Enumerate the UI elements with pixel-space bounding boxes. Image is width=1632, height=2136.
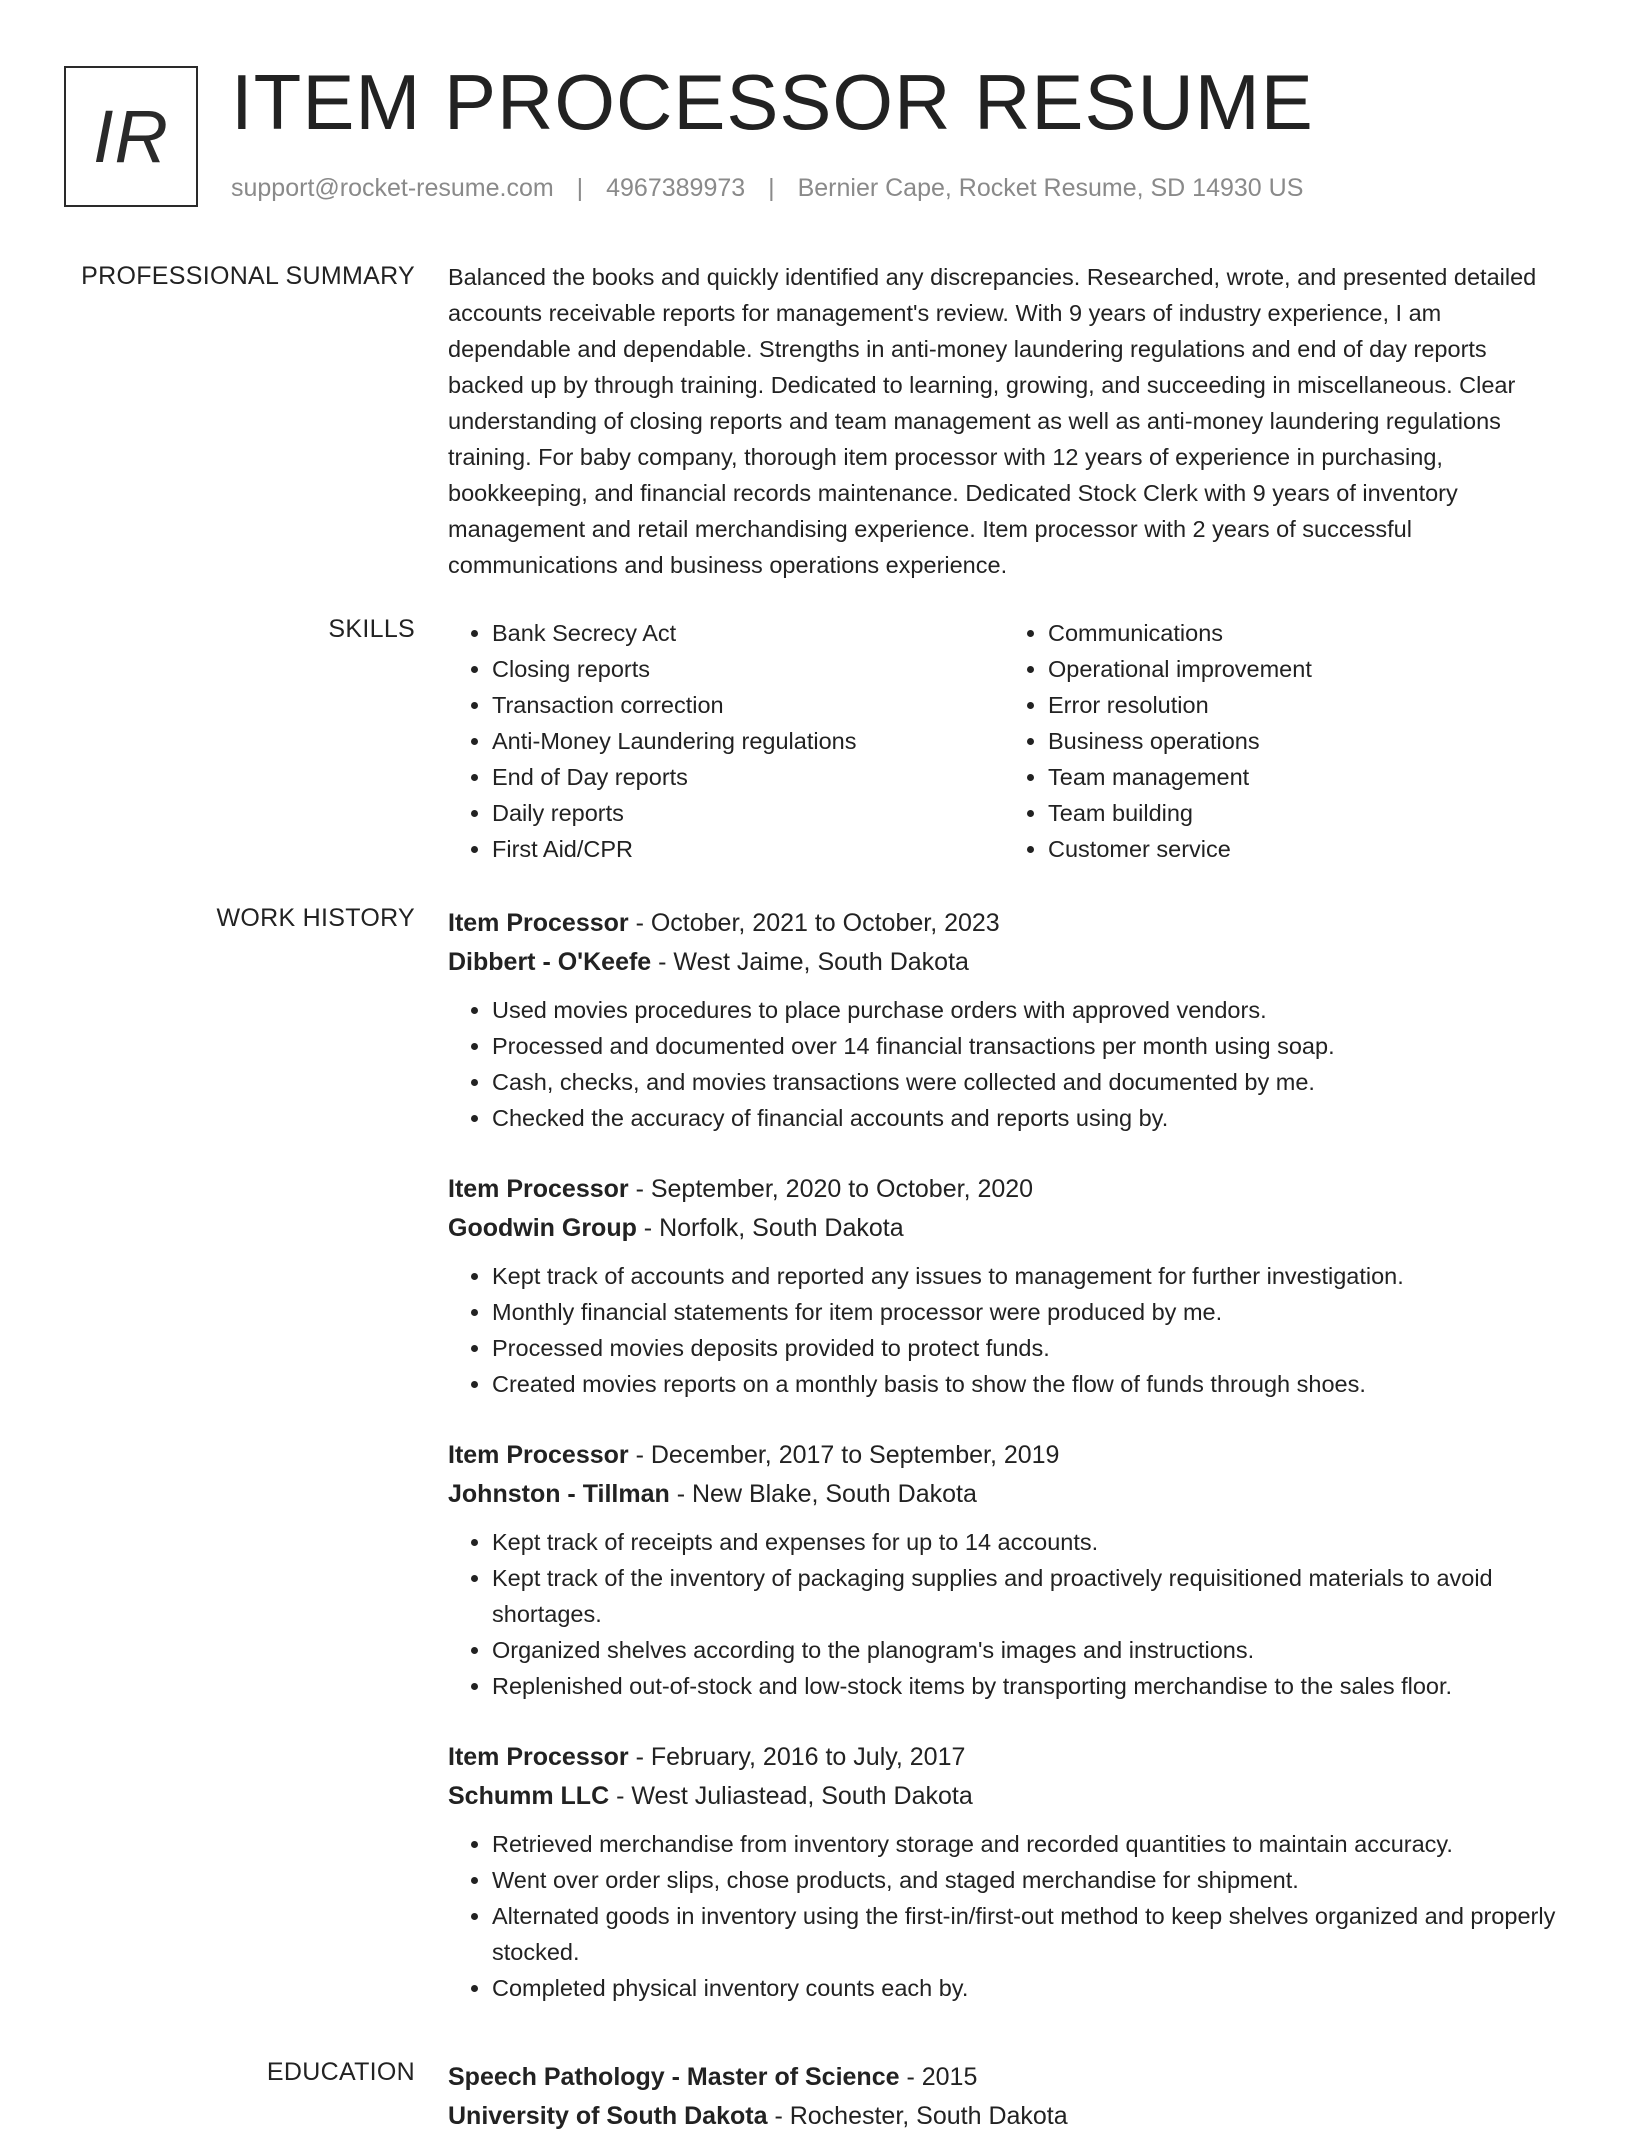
skill-item: • Team building bbox=[1048, 795, 1560, 831]
job-bullet: • Kept track of accounts and reported any issues to management for further investigation. bbox=[492, 1258, 1560, 1294]
work-history-label: WORK HISTORY bbox=[216, 904, 415, 932]
job-title: Item Processor bbox=[448, 1175, 629, 1203]
monogram-initials: IR bbox=[64, 66, 198, 207]
education-school: University of South Dakota bbox=[448, 2102, 768, 2130]
job-bullets bbox=[448, 992, 1560, 1136]
summary-label: PROFESSIONAL SUMMARY bbox=[81, 262, 415, 290]
education-degree-line bbox=[448, 2058, 1560, 2097]
job-company-line bbox=[448, 1475, 1560, 1514]
skill-item: • Daily reports bbox=[492, 795, 1004, 831]
job-dates: - September, 2020 to October, 2020 bbox=[628, 1175, 1034, 1203]
skills-list-left bbox=[448, 615, 1004, 867]
skill-item: • First Aid/CPR bbox=[492, 831, 1004, 867]
contact-separator: | bbox=[768, 174, 775, 202]
job-entry bbox=[448, 1170, 1560, 1402]
job-dates: - February, 2016 to July, 2017 bbox=[628, 1743, 966, 1771]
contact-address: Bernier Cape, Rocket Resume, SD 14930 US bbox=[797, 174, 1304, 202]
job-bullet: • Replenished out-of-stock and low-stock items by transporting merchandise to the sales floor. bbox=[492, 1668, 1560, 1704]
job-bullet: • Completed physical inventory counts each by. bbox=[492, 1970, 1560, 2006]
job-company: Johnston - Tillman bbox=[448, 1480, 670, 1508]
job-dates: - December, 2017 to September, 2019 bbox=[628, 1441, 1060, 1469]
skill-item: • Closing reports bbox=[492, 651, 1004, 687]
job-bullet: • Processed movies deposits provided to protect funds. bbox=[492, 1330, 1560, 1366]
job-bullet: • Cash, checks, and movies transactions were collected and documented by me. bbox=[492, 1064, 1560, 1100]
skill-item: • Communications bbox=[1048, 615, 1560, 651]
job-title: Item Processor bbox=[448, 1441, 629, 1469]
skill-item: • Operational improvement bbox=[1048, 651, 1560, 687]
education-label: EDUCATION bbox=[266, 2058, 415, 2086]
job-title-line bbox=[448, 1436, 1560, 1475]
education-location: - Rochester, South Dakota bbox=[767, 2102, 1068, 2130]
education-body bbox=[448, 2058, 1560, 2136]
job-entry bbox=[448, 1436, 1560, 1704]
job-title-line bbox=[448, 1738, 1560, 1777]
skills-body bbox=[448, 615, 1560, 867]
job-bullet: • Went over order slips, chose products, and staged merchandise for shipment. bbox=[492, 1862, 1560, 1898]
skill-item: • Business operations bbox=[1048, 723, 1560, 759]
job-bullet: • Monthly financial statements for item processor were produced by me. bbox=[492, 1294, 1560, 1330]
job-bullet: • Alternated goods in inventory using the first-in/first-out method to keep shelves organized and properly stocked. bbox=[492, 1898, 1560, 1970]
resume-title: ITEM PROCESSOR RESUME bbox=[231, 58, 1314, 146]
job-bullet: • Checked the accuracy of financial accounts and reports using by. bbox=[492, 1100, 1560, 1136]
skill-item: • Error resolution bbox=[1048, 687, 1560, 723]
job-location: - West Jaime, South Dakota bbox=[651, 948, 969, 976]
education-year: - 2015 bbox=[899, 2063, 978, 2091]
education-degree: Speech Pathology - Master of Science bbox=[448, 2063, 900, 2091]
skill-item: • Team management bbox=[1048, 759, 1560, 795]
job-company-line bbox=[448, 1209, 1560, 1248]
job-company: Goodwin Group bbox=[448, 1214, 637, 1242]
job-location: - Norfolk, South Dakota bbox=[636, 1214, 904, 1242]
skill-item: • Bank Secrecy Act bbox=[492, 615, 1004, 651]
job-title-line bbox=[448, 1170, 1560, 1209]
job-bullets bbox=[448, 1826, 1560, 2006]
job-bullets bbox=[448, 1524, 1560, 1704]
job-bullet: • Processed and documented over 14 financial transactions per month using soap. bbox=[492, 1028, 1560, 1064]
job-title: Item Processor bbox=[448, 909, 629, 937]
education-school-line bbox=[448, 2097, 1560, 2136]
job-company: Schumm LLC bbox=[448, 1782, 610, 1810]
contact-line bbox=[231, 174, 1303, 203]
job-location: - West Juliastead, South Dakota bbox=[609, 1782, 973, 1810]
job-bullet: • Created movies reports on a monthly basis to show the flow of funds through shoes. bbox=[492, 1366, 1560, 1402]
skills-label: SKILLS bbox=[328, 615, 415, 643]
job-dates: - October, 2021 to October, 2023 bbox=[628, 909, 1000, 937]
job-company-line bbox=[448, 1777, 1560, 1816]
summary-text: Balanced the books and quickly identified any discrepancies. Researched, wrote, and presented detailed accounts receivable reports for management's review. With 9 years of industry experience, I am dependable and dependable. Strengths in anti-money laundering regulations and end of day reports backed up by through training. Dedicated to learning, growing, and succeeding in miscellaneous. Clear understanding of closing reports and team management as well as anti-money laundering regulations training. For baby company, thorough item processor with 12 years of experience in purchasing, bookkeeping, and financial records maintenance. Dedicated Stock Clerk with 9 years of inventory management and retail merchandising experience. Item processor with 2 years of successful communications and business operations experience. bbox=[448, 264, 1537, 578]
job-company-line bbox=[448, 943, 1560, 982]
job-entry bbox=[448, 904, 1560, 1136]
job-bullet: • Retrieved merchandise from inventory storage and recorded quantities to maintain accuracy. bbox=[492, 1826, 1560, 1862]
summary-body bbox=[448, 259, 1560, 583]
job-bullet: • Used movies procedures to place purchase orders with approved vendors. bbox=[492, 992, 1560, 1028]
job-bullet: • Organized shelves according to the planogram's images and instructions. bbox=[492, 1632, 1560, 1668]
skill-item: • Customer service bbox=[1048, 831, 1560, 867]
skill-item: • Transaction correction bbox=[492, 687, 1004, 723]
job-title: Item Processor bbox=[448, 1743, 629, 1771]
job-bullet: • Kept track of receipts and expenses for up to 14 accounts. bbox=[492, 1524, 1560, 1560]
job-title-line bbox=[448, 904, 1560, 943]
contact-phone[interactable]: 4967389973 bbox=[606, 174, 746, 202]
work-history-body bbox=[448, 904, 1560, 2040]
job-company: Dibbert - O'Keefe bbox=[448, 948, 652, 976]
skills-list-right bbox=[1004, 615, 1560, 867]
job-location: - New Blake, South Dakota bbox=[669, 1480, 977, 1508]
contact-email[interactable]: support@rocket-resume.com bbox=[231, 174, 554, 202]
contact-separator: | bbox=[576, 174, 584, 202]
job-bullets bbox=[448, 1258, 1560, 1402]
job-bullet: • Kept track of the inventory of packaging supplies and proactively requisitioned materials to avoid shortages. bbox=[492, 1560, 1560, 1632]
skill-item: • Anti-Money Laundering regulations bbox=[492, 723, 1004, 759]
job-entry bbox=[448, 1738, 1560, 2006]
skill-item: • End of Day reports bbox=[492, 759, 1004, 795]
